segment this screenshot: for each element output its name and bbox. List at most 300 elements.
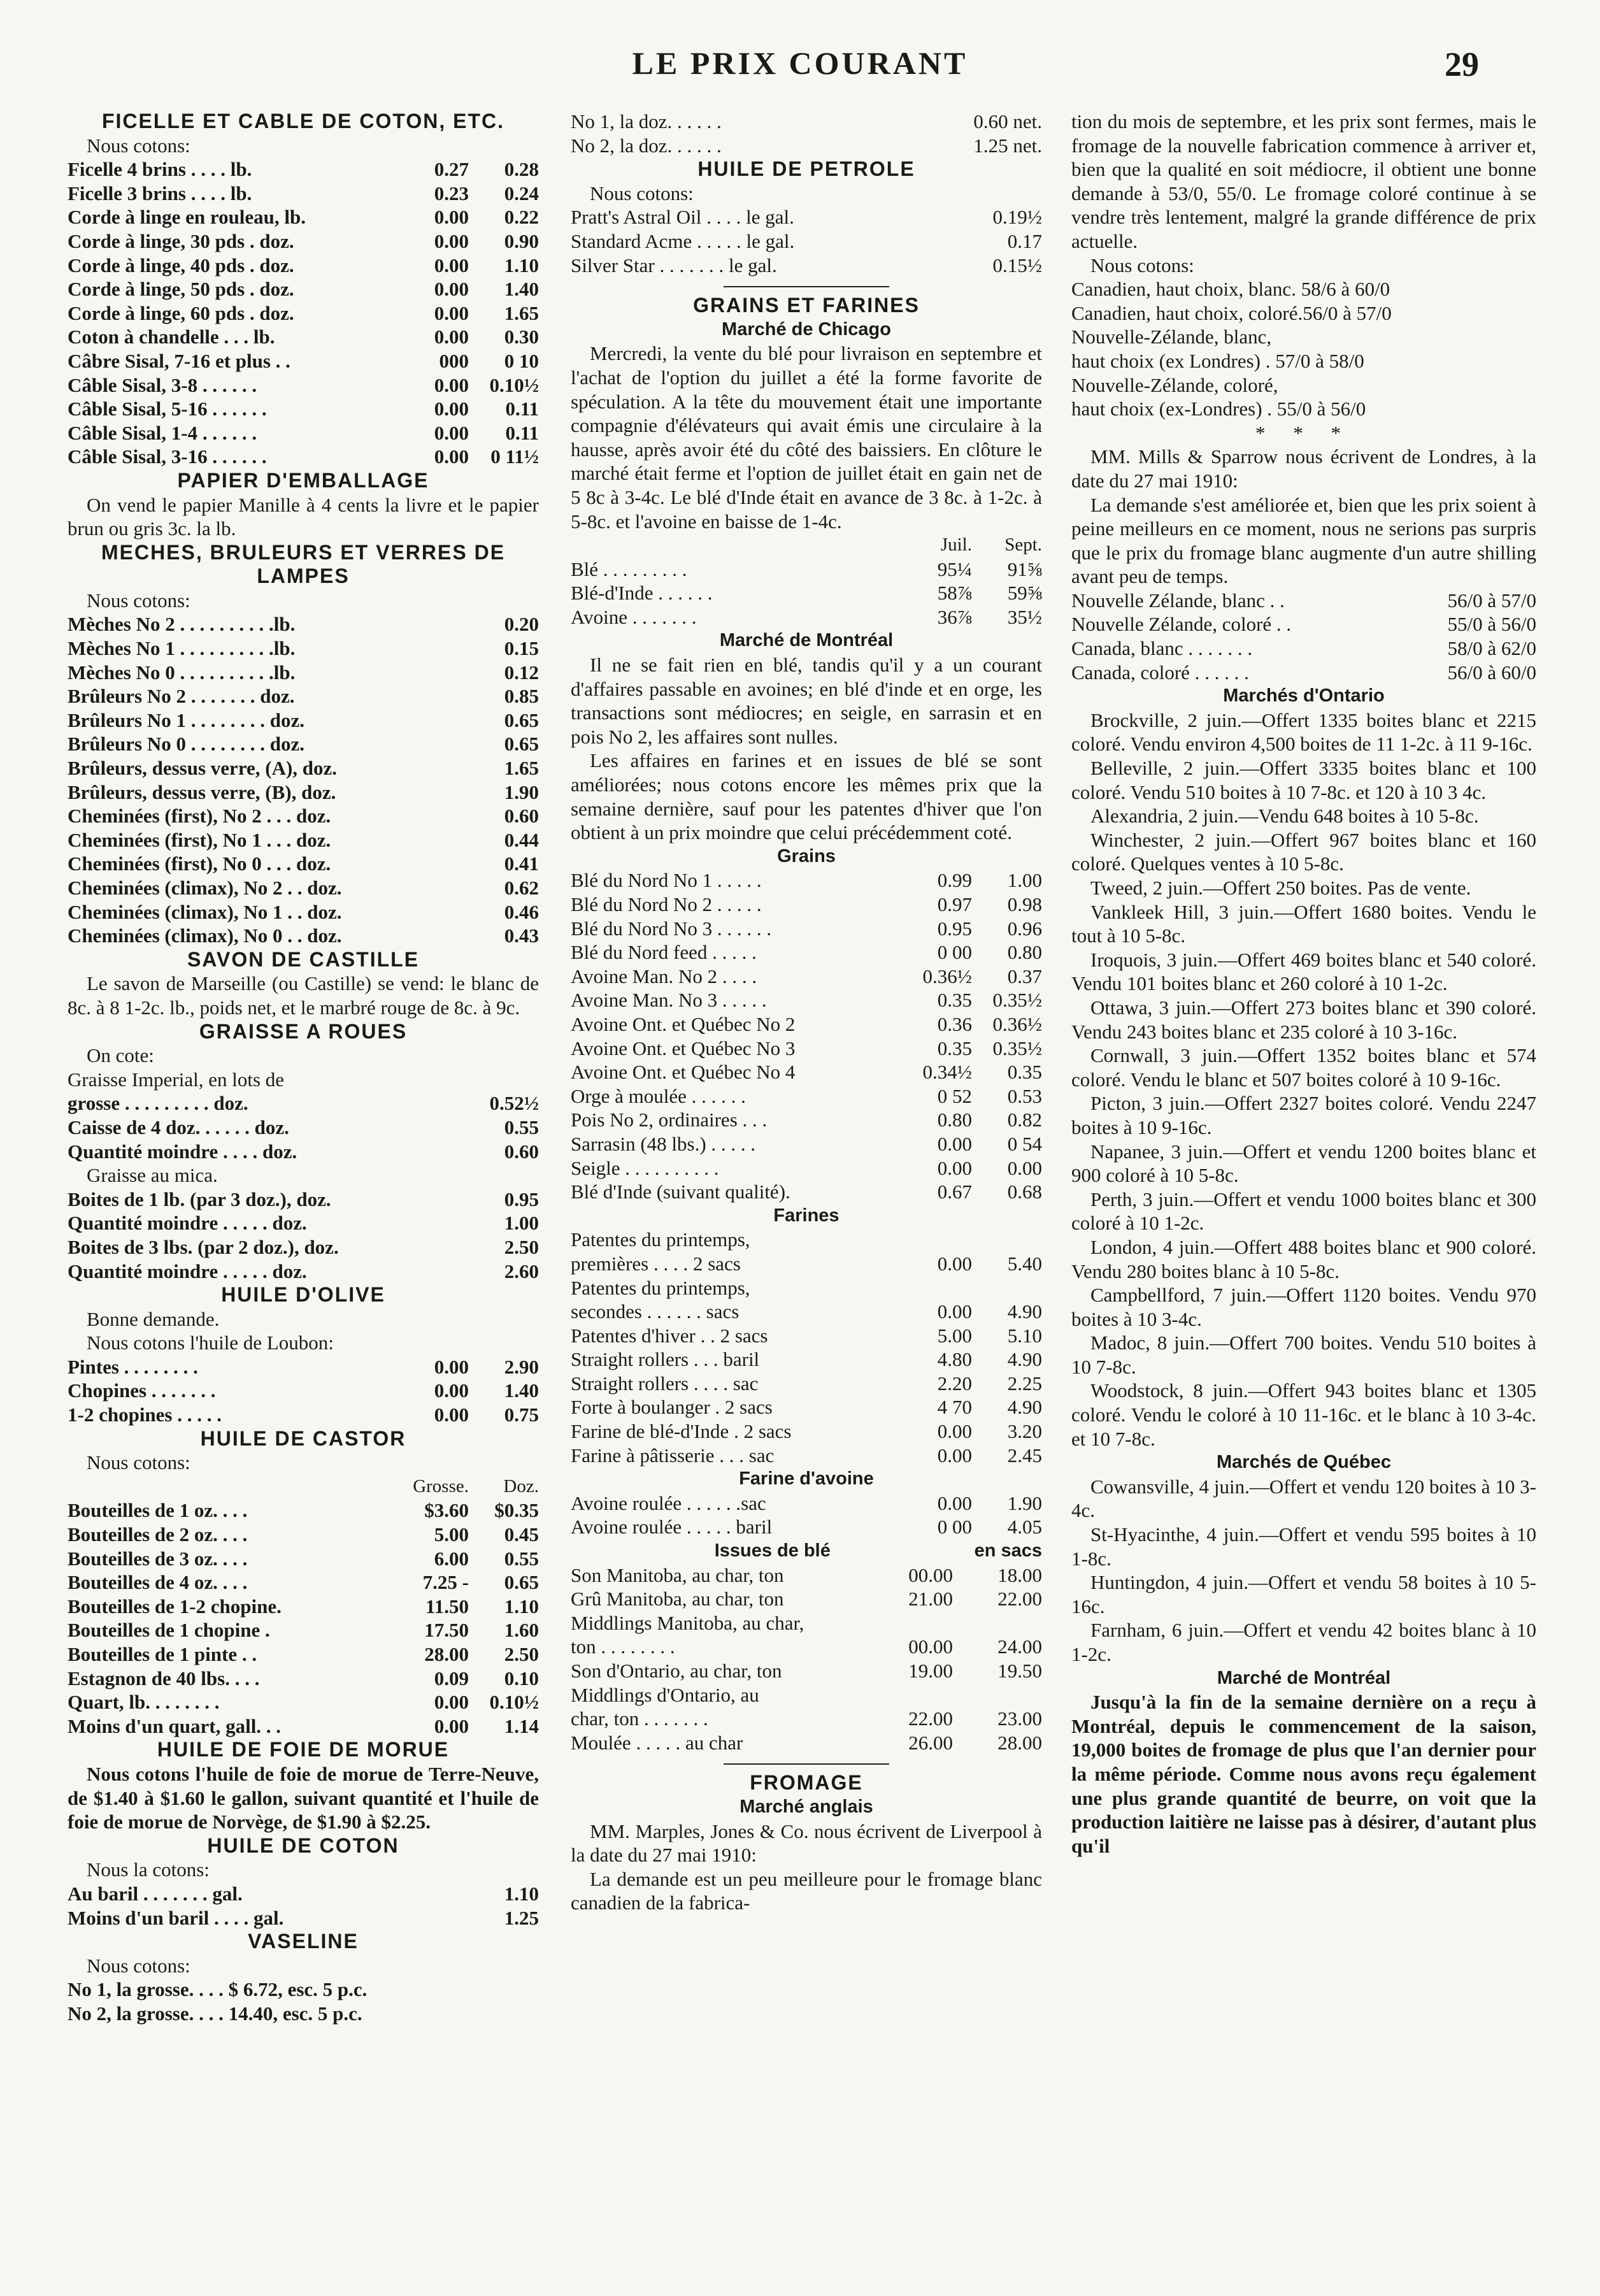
price-max: 0.12 <box>504 661 539 684</box>
price-max: 2.45 <box>1007 1444 1042 1467</box>
item-label: Corde à linge, 60 pds . doz. <box>68 301 294 324</box>
market-report: Campbellford, 7 juin.—Offert 1120 boites. Vendu 970 boites à 10 3-4c. <box>1071 1284 1536 1330</box>
price-max: 0.41 <box>504 852 539 875</box>
price-max: 0.22 <box>504 206 539 229</box>
item-label: Pintes . . . . . . . . <box>68 1355 198 1378</box>
column-3 <box>1071 110 1536 1858</box>
subsection-title-issues: Issues de blé en sacs <box>571 1539 1042 1563</box>
price-max: 0.10 <box>504 1667 539 1690</box>
item-label: Bouteilles de 3 oz. . . . <box>68 1547 248 1570</box>
price-min: 0.00 <box>434 206 469 229</box>
price-max: 55/0 à 56/0 <box>1447 613 1536 636</box>
price-min <box>864 1611 953 1635</box>
item-label: Nouvelle Zélande, blanc . . <box>1071 589 1285 612</box>
item-label: Corde à linge, 40 pds . doz. <box>68 254 294 276</box>
column-1 <box>68 110 539 2026</box>
price-row <box>68 1667 539 1691</box>
subsection-title-anglais: Marché anglais <box>739 1796 873 1817</box>
price-max: 0.82 <box>1007 1109 1042 1131</box>
price-max: 0.65 <box>504 733 539 756</box>
price-max: 0.90 <box>504 229 539 252</box>
price-row <box>571 893 1042 917</box>
item-label: Pois No 2, ordinaires . . . <box>571 1109 768 1131</box>
price-max: 23.00 <box>997 1707 1042 1730</box>
price-max: 4.90 <box>1007 1300 1042 1323</box>
paragraph: tion du mois de septembre, et les prix sont fermes, mais le fromage de la nouvelle fabrication commence à arriver et, bien que la qualité en soit médiocre, il obtient une bonne demande à 53/0, 55/0. Le fromage coloré continue à se vendre très lentement, malgré la grande différence de prix actuelle. <box>1071 110 1536 252</box>
price-min: 36⅞ <box>937 605 972 628</box>
item-label: No 1, la grosse. . . . $ 6.72, esc. 5 p.c. <box>68 1978 368 2001</box>
price-row <box>68 1498 539 1523</box>
item-label: Quantité moindre . . . . . doz. <box>68 1212 307 1235</box>
paragraph: Il ne se fait rien en blé, tandis qu'il y a un courant d'affaires passable en avoines; en blé d'inde et en orge, les transactions sont médiocres; en seigle, en sarrasin et en pois No 2, les affaires sont nulles. <box>571 654 1042 748</box>
price-list-coton <box>68 1882 539 1930</box>
price-row <box>571 1347 1042 1372</box>
paragraph: Jusqu'à la fin de la semaine dernière on a reçu à Montréal, depuis le commencement de la saison, 19,000 boites de fromage de plus que l'an dernier pour la même période. Comme nous avons reçu également une plus grande quantité de beurre, on voit que la production laitière ne laisse pas à désirer, d'autant plus qu'il <box>1071 1691 1536 1857</box>
item-label: Avoine roulée . . . . . .sac <box>571 1491 766 1514</box>
item-label: Cheminées (climax), No 2 . . doz. <box>68 877 342 899</box>
price-list-petrole <box>571 205 1042 277</box>
price-row <box>68 732 539 756</box>
section-title-petrole: HUILE DE PETROLE <box>697 157 915 181</box>
item-label: Standard Acme . . . . . le gal. <box>571 229 795 252</box>
price-min: 26.00 <box>908 1731 953 1754</box>
subsection-title-montreal: Marché de Montréal <box>1217 1667 1391 1688</box>
price-row <box>571 1060 1042 1084</box>
price-max: 0.45 <box>504 1523 539 1546</box>
price-row <box>68 397 539 421</box>
header-grosse: Grosse. <box>413 1475 469 1496</box>
price-row <box>571 988 1042 1012</box>
price-min: 0.27 <box>434 158 469 181</box>
price-max: 2.60 <box>504 1259 539 1282</box>
price-row <box>571 557 1042 582</box>
price-row <box>571 1444 1042 1468</box>
price-max: 0.43 <box>504 924 539 947</box>
price-row <box>571 1515 1042 1539</box>
item-label: Bouteilles de 1 oz. . . . <box>68 1499 248 1522</box>
price-max: 0.80 <box>1007 941 1042 964</box>
price-row <box>68 924 539 948</box>
price-row <box>571 1012 1042 1037</box>
price-row <box>571 1659 1042 1683</box>
price-row <box>68 876 539 900</box>
price-max: 1.10 <box>504 1882 539 1905</box>
item-label: Nouvelle-Zélande, blanc, <box>1071 326 1272 348</box>
price-list-avoine <box>571 1491 1042 1539</box>
price-row <box>68 1116 539 1140</box>
price-row <box>68 1977 539 2002</box>
price-max: 0.11 <box>505 421 539 444</box>
price-max: 0.35½ <box>992 989 1042 1012</box>
item-label: Brûleurs No 2 . . . . . . . doz. <box>68 685 295 708</box>
price-row <box>1071 301 1536 326</box>
item-label: Cheminées (climax), No 0 . . doz. <box>68 924 342 947</box>
price-row <box>68 157 539 182</box>
section-note: Nous cotons: <box>590 182 694 204</box>
item-label: Bouteilles de 1 pinte . . <box>68 1643 257 1665</box>
item-label: Corde à linge en rouleau, lb. <box>68 206 306 229</box>
price-max: 0.15½ <box>992 254 1042 276</box>
price-row <box>68 756 539 780</box>
section-title-coton: HUILE DE COTON <box>207 1833 399 1857</box>
price-row <box>68 780 539 805</box>
price-row <box>571 1587 1042 1611</box>
price-min: 0.00 <box>434 229 469 252</box>
price-row <box>571 205 1042 229</box>
price-row <box>571 229 1042 254</box>
subsection-title-quebec: Marchés de Québec <box>1217 1452 1391 1473</box>
item-label: Câble Sisal, 3-16 . . . . . . <box>68 445 267 468</box>
item-label: Avoine roulée . . . . . baril <box>571 1516 773 1539</box>
item-label: Silver Star . . . . . . . le gal. <box>571 254 777 276</box>
price-list-olive <box>68 1355 539 1427</box>
item-label: Blé du Nord No 2 . . . . . <box>571 893 762 915</box>
item-label: Coton à chandelle . . . lb. <box>68 326 275 348</box>
price-min: 6.00 <box>434 1547 469 1570</box>
column-headers <box>571 533 1042 557</box>
item-label: No 2, la doz. . . . . . <box>571 134 722 157</box>
price-min: 0.00 <box>937 1491 972 1514</box>
price-row <box>68 1570 539 1595</box>
item-label: Orge à moulée . . . . . . <box>571 1084 746 1107</box>
item-label: Câbre Sisal, 7-16 et plus . . <box>68 349 290 372</box>
item-label: Quart, lb. . . . . . . . <box>68 1691 220 1714</box>
price-row <box>68 349 539 373</box>
price-max: 0.68 <box>1007 1180 1042 1203</box>
price-row <box>68 828 539 852</box>
price-row <box>571 1707 1042 1731</box>
price-row <box>68 1211 539 1235</box>
price-min <box>902 1276 972 1300</box>
section-note: Nous cotons: <box>87 134 190 157</box>
price-max: 2.90 <box>504 1355 539 1378</box>
price-row <box>571 110 1042 134</box>
header-doz: Doz. <box>503 1475 539 1496</box>
price-min: 0.67 <box>937 1180 972 1203</box>
paragraph: MM. Mills & Sparrow nous écrivent de Londres, à la date du 27 mai 1910: <box>1071 445 1536 492</box>
price-row <box>68 325 539 349</box>
market-report: Tweed, 2 juin.—Offert 250 boites. Pas de vente. <box>1090 877 1471 899</box>
price-min: 0.00 <box>937 1252 972 1275</box>
price-max: 0.55 <box>504 1547 539 1570</box>
item-label: Sarrasin (48 lbs.) . . . . . <box>571 1132 756 1155</box>
price-max: 35½ <box>1007 605 1042 628</box>
item-label: haut choix (ex-Londres) . 55/0 à 56/0 <box>1071 398 1366 420</box>
price-max: 0.60 <box>504 1140 539 1163</box>
price-row <box>571 134 1042 158</box>
price-row <box>68 1690 539 1714</box>
price-row <box>68 684 539 708</box>
price-min: 0.00 <box>434 445 469 468</box>
price-max: 5.40 <box>1007 1252 1042 1275</box>
price-row <box>68 1906 539 1930</box>
price-row <box>571 1180 1042 1204</box>
item-label: Son Manitoba, au char, ton <box>571 1563 784 1586</box>
paragraph: La demande est un peu meilleure pour le fromage blanc canadien de la fabrica- <box>571 1867 1042 1914</box>
page-number: 29 <box>1445 45 1479 83</box>
price-min: 0.00 <box>937 1444 972 1467</box>
price-min: 0.36 <box>937 1012 972 1035</box>
price-row <box>571 1635 1042 1659</box>
item-label: Forte à boulanger . 2 sacs <box>571 1396 773 1419</box>
price-list-mica <box>68 1187 539 1283</box>
section-note: Nous la cotons: <box>87 1858 210 1881</box>
item-label: Boites de 1 lb. (par 3 doz.), doz. <box>68 1187 331 1210</box>
price-row <box>571 1731 1042 1755</box>
price-row <box>571 1563 1042 1588</box>
item-label: Canadien, haut choix, coloré.56/0 à 57/0 <box>1071 301 1392 324</box>
item-label: Cheminées (first), No 1 . . . doz. <box>68 828 331 851</box>
item-label: Ficelle 3 brins . . . . lb. <box>68 182 252 204</box>
price-max: 0.20 <box>504 613 539 636</box>
price-row <box>68 1259 539 1284</box>
price-max: 24.00 <box>997 1635 1042 1658</box>
market-report: Cornwall, 3 juin.—Offert 1352 boites blanc et 574 coloré. Vendu le blanc et 507 boites coloré à 10 9-16c. <box>1071 1044 1536 1091</box>
section-title-vaseline: VASELINE <box>248 1930 359 1953</box>
price-max: 91⅝ <box>1007 557 1042 580</box>
price-min: 5.00 <box>937 1324 972 1347</box>
market-report: Vankleek Hill, 3 juin.—Offert 1680 boites. Vendu le tout à 10 5-8c. <box>1071 900 1536 947</box>
price-list-vaseline <box>68 1977 539 2025</box>
price-max: 5.10 <box>1007 1324 1042 1347</box>
item-label: No 2, la grosse. . . . 14.40, esc. 5 p.c. <box>68 2002 362 2025</box>
price-max: 1.60 <box>504 1619 539 1642</box>
price-max: 0.35½ <box>992 1037 1042 1059</box>
price-max: 1.10 <box>504 254 539 276</box>
item-label: Blé du Nord feed . . . . . <box>571 941 757 964</box>
price-min: 000 <box>439 349 469 372</box>
price-min <box>864 1683 953 1707</box>
item-label: Brûleurs No 1 . . . . . . . . doz. <box>68 708 304 731</box>
price-max: 18.00 <box>997 1563 1042 1586</box>
item-label: Nouvelle Zélande, coloré . . <box>1071 613 1292 636</box>
price-max: 0.46 <box>504 900 539 923</box>
journal-title: LE PRIX COURANT <box>632 45 968 81</box>
item-label: Cheminées (first), No 2 . . . doz. <box>68 805 331 828</box>
item-label: Brûleurs No 0 . . . . . . . . doz. <box>68 733 304 756</box>
market-report: Huntingdon, 4 juin.—Offert et vendu 58 boites à 10 5-16c. <box>1071 1571 1536 1618</box>
item-label: Moins d'un quart, gall. . . <box>68 1714 282 1737</box>
price-list-ficelle <box>68 157 539 469</box>
price-row <box>68 2002 539 2026</box>
market-report: Farnham, 6 juin.—Offert et vendu 42 boites blanc à 10 1-2c. <box>1071 1619 1536 1665</box>
price-min: 11.50 <box>425 1595 469 1618</box>
item-label: 1-2 chopines . . . . . <box>68 1403 222 1426</box>
price-row <box>68 373 539 398</box>
price-row <box>1071 325 1536 349</box>
market-report: Madoc, 8 juin.—Offert 700 boites. Vendu 510 boites à 10 7-8c. <box>1071 1331 1536 1378</box>
price-max <box>953 1683 1042 1707</box>
market-report: Iroquois, 3 juin.—Offert 469 boites blanc et 540 coloré. Vendu 101 boites blanc et 260 coloré à 10 1-2c. <box>1071 948 1536 995</box>
item-label: Boites de 3 lbs. (par 2 doz.), doz. <box>68 1235 339 1258</box>
item-label: No 1, la doz. . . . . . <box>571 110 722 133</box>
separator-stars: * * * <box>1255 421 1352 444</box>
price-row <box>571 581 1042 605</box>
market-report: Woodstock, 8 juin.—Offert 943 boites blanc et 1305 coloré. Vendu le coloré à 10 11-16c. et le blanc à 10 3-4c. et 10 7-8c. <box>1071 1379 1536 1450</box>
price-max: 0.19½ <box>992 206 1042 229</box>
price-max: 0.35 <box>1007 1061 1042 1084</box>
price-row <box>68 205 539 229</box>
price-min: 0.00 <box>937 1156 972 1179</box>
market-report: Perth, 3 juin.—Offert et vendu 1000 boites blanc et 300 coloré à 10 1-2c. <box>1071 1187 1536 1235</box>
price-row <box>68 1882 539 1906</box>
paragraph: MM. Marples, Jones & Co. nous écrivent de Liverpool à la date du 27 mai 1910: <box>571 1819 1042 1867</box>
section-note: Graisse Imperial, en lots de <box>68 1068 285 1091</box>
item-label: Brûleurs, dessus verre, (B), doz. <box>68 780 336 803</box>
section-note: Nous cotons: <box>87 1954 190 1977</box>
price-max: 0.60 <box>504 805 539 828</box>
price-min: 0.00 <box>937 1420 972 1443</box>
item-label: Nouvelle-Zélande, coloré, <box>1071 373 1278 396</box>
price-max: 56/0 à 57/0 <box>1447 589 1536 612</box>
price-row <box>571 1084 1042 1109</box>
price-max: 1.90 <box>1007 1491 1042 1514</box>
price-max: 1.65 <box>504 301 539 324</box>
price-min: 0.00 <box>434 373 469 396</box>
price-row <box>68 301 539 326</box>
item-label: Avoine Ont. et Québec No 4 <box>571 1061 796 1084</box>
price-row <box>68 445 539 469</box>
price-max: 1.40 <box>504 278 539 301</box>
price-row <box>1071 373 1536 398</box>
item-label: Avoine Man. No 2 . . . . <box>571 965 757 987</box>
item-label: Canada, coloré . . . . . . <box>1071 661 1249 684</box>
price-row <box>68 1403 539 1427</box>
item-label: Caisse de 4 doz. . . . . . doz. <box>68 1116 289 1138</box>
price-row <box>68 1642 539 1667</box>
price-row <box>68 612 539 636</box>
item-label: Patentes du printemps, <box>571 1276 750 1299</box>
price-max: 0.85 <box>504 685 539 708</box>
item-label: Bouteilles de 4 oz. . . . <box>68 1571 248 1594</box>
price-row <box>571 1419 1042 1444</box>
price-min: 0.00 <box>434 398 469 420</box>
section-title-papier: PAPIER D'EMBALLAGE <box>177 468 429 492</box>
item-label: ton . . . . . . . . <box>571 1635 675 1658</box>
price-row <box>68 1595 539 1619</box>
subsection-title-farines: Farines <box>773 1205 839 1226</box>
section-title-meches: MECHES, BRULEURS ET VERRES DE LAMPES <box>101 540 506 588</box>
price-min: 21.00 <box>908 1588 953 1611</box>
price-max: 1.25 <box>504 1906 539 1929</box>
price-row <box>68 661 539 685</box>
item-label: Pratt's Astral Oil . . . . le gal. <box>571 206 794 229</box>
price-max: 0.37 <box>1007 965 1042 987</box>
price-max: 1.14 <box>504 1714 539 1737</box>
price-min: 22.00 <box>908 1707 953 1730</box>
price-max: 59⅝ <box>1007 582 1042 605</box>
item-label: Avoine . . . . . . . <box>571 605 697 628</box>
column-headers <box>68 1475 539 1499</box>
paragraph: Mercredi, la vente du blé pour livraison en septembre et l'achat de l'option du juillet a été la forme favorite de spéculation. A la tête du mouvement était une importante compagnie d'élévateurs qui avait émis une circulaire à la hausse, après avoir été du côté des baissiers. En clôture le marché était ferme et l'option de juillet était en gain net de 5 8c à 3-4c. Le blé d'Inde était en avance de 3 8c. à 1-2c. à 5-8c. et l'avoine en baisse de 1-4c. <box>571 342 1042 533</box>
price-row <box>571 1372 1042 1396</box>
price-max: 1.25 net. <box>973 134 1042 157</box>
issues-unit: en sacs <box>974 1540 1042 1561</box>
paragraph: Le savon de Marseille (ou Castille) se vend: le blanc de 8c. à 8 1-2c. lb., poids net, et le marbré rouge de 8c. à 9c. <box>68 972 539 1019</box>
subsection-title-chicago: Marché de Chicago <box>722 319 891 340</box>
price-row <box>68 182 539 206</box>
price-row <box>68 1187 539 1212</box>
item-label: Middlings Manitoba, au char, <box>571 1611 804 1634</box>
market-report: Picton, 3 juin.—Offert 2327 boites coloré. Vendu 2247 boites à 10 9-16c. <box>1071 1092 1536 1138</box>
price-row <box>571 1252 1042 1276</box>
price-max: 1.40 <box>504 1379 539 1402</box>
price-row <box>1071 277 1536 301</box>
price-min: 58⅞ <box>937 582 972 605</box>
price-max: $0.35 <box>494 1499 539 1522</box>
market-report: Winchester, 2 juin.—Offert 967 boites blanc et 160 coloré. Quelques ventes à 10 5-8c. <box>1071 828 1536 875</box>
market-report: St-Hyacinthe, 4 juin.—Offert et vendu 595 boites à 10 1-8c. <box>1071 1523 1536 1570</box>
price-max: 0.15 <box>504 637 539 660</box>
price-min: 4.80 <box>937 1348 972 1371</box>
item-label: Farine à pâtisserie . . . sac <box>571 1444 775 1467</box>
market-report: Napanee, 3 juin.—Offert et vendu 1200 boites blanc et 900 coloré à 10 5-8c. <box>1071 1140 1536 1187</box>
market-report: Brockville, 2 juin.—Offert 1335 boites blanc et 2215 coloré. Vendu environ 4,500 boites de 11 1-2c. à 11 9-16c. <box>1071 708 1536 756</box>
item-label: Straight rollers . . . baril <box>571 1348 760 1371</box>
subsection-title-ontario: Marchés d'Ontario <box>1223 685 1385 707</box>
price-row <box>571 868 1042 893</box>
item-label: Moins d'un baril . . . . gal. <box>68 1906 284 1929</box>
item-label: Quantité moindre . . . . . doz. <box>68 1259 307 1282</box>
price-min: 0.00 <box>434 1714 469 1737</box>
price-max: 1.90 <box>504 780 539 803</box>
price-row <box>571 1276 1042 1300</box>
price-row <box>68 1379 539 1403</box>
item-label: Mèches No 0 . . . . . . . . . .lb. <box>68 661 296 684</box>
item-label: Patentes d'hiver . . 2 sacs <box>571 1324 768 1347</box>
section-title-savon: SAVON DE CASTILLE <box>187 947 420 971</box>
price-min: 19.00 <box>908 1660 953 1682</box>
item-label: Blé . . . . . . . . . <box>571 557 687 580</box>
item-label: Au baril . . . . . . . gal. <box>68 1882 243 1905</box>
price-max: 0.00 <box>1007 1156 1042 1179</box>
item-label: Quantité moindre . . . . doz. <box>68 1140 297 1163</box>
price-max: 0.96 <box>1007 917 1042 940</box>
price-min: 4 70 <box>937 1396 972 1419</box>
price-min: 17.50 <box>424 1619 469 1642</box>
price-max: 0.24 <box>504 182 539 204</box>
price-row <box>68 277 539 301</box>
item-label: Estagnon de 40 lbs. . . . <box>68 1667 260 1690</box>
item-label: Blé du Nord No 3 . . . . . . <box>571 917 772 940</box>
price-row <box>68 1618 539 1642</box>
price-max: 0.30 <box>504 326 539 348</box>
price-row <box>571 1037 1042 1061</box>
price-min: 0.35 <box>937 989 972 1012</box>
price-max: 0.75 <box>504 1403 539 1426</box>
divider <box>724 1763 889 1765</box>
price-max: 58/0 à 62/0 <box>1447 637 1536 660</box>
item-label: char, ton . . . . . . . <box>571 1707 708 1730</box>
item-label: Blé du Nord No 1 . . . . . <box>571 869 762 892</box>
section-title-graisse: GRAISSE A ROUES <box>199 1019 408 1043</box>
price-max: 2.50 <box>504 1235 539 1258</box>
section-note: On cote: <box>87 1044 154 1067</box>
price-row <box>571 1156 1042 1180</box>
price-list-fromage-londres <box>1071 277 1536 421</box>
price-max: 1.00 <box>1007 869 1042 892</box>
price-max: 19.50 <box>997 1660 1042 1682</box>
price-row <box>1071 636 1536 661</box>
item-label: Chopines . . . . . . . <box>68 1379 216 1402</box>
item-label: Corde à linge, 30 pds . doz. <box>68 229 294 252</box>
price-max <box>972 1276 1042 1300</box>
item-label: Bouteilles de 1-2 chopine. <box>68 1595 282 1618</box>
item-label: premières . . . . 2 sacs <box>571 1252 741 1275</box>
price-row <box>68 636 539 661</box>
price-list-castor <box>68 1498 539 1738</box>
item-label: Câble Sisal, 3-8 . . . . . . <box>68 373 257 396</box>
